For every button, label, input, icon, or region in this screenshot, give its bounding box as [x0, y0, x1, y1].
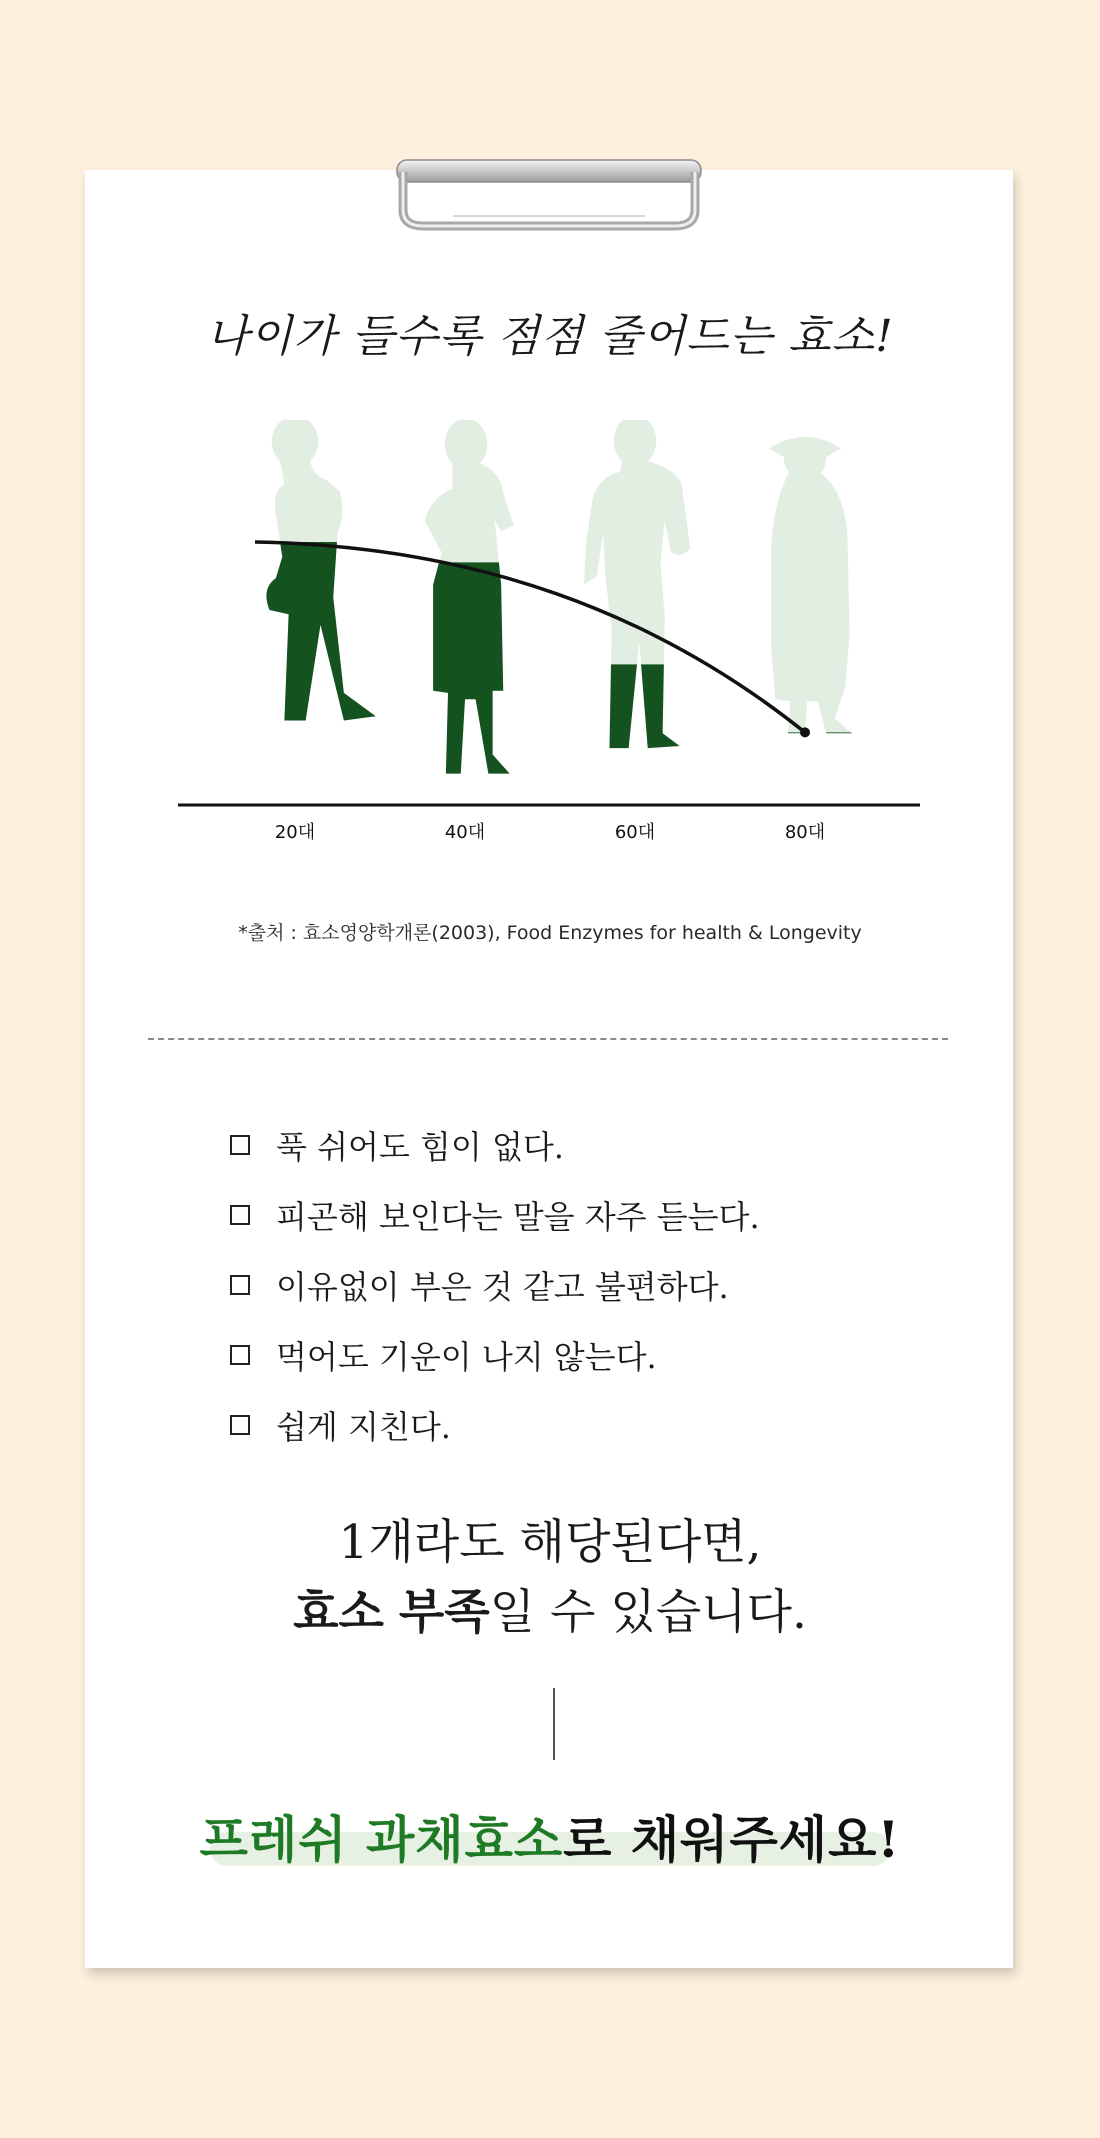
cta [0, 1800, 1100, 1872]
symptom-checklist [230, 1110, 760, 1460]
conclusion-bold-lack: 부족 [398, 1585, 490, 1640]
checklist-item-label: 이유없이 부은 것 같고 불편하다. [276, 1268, 729, 1306]
conclusion-text [0, 1508, 1100, 1648]
figure-silhouette-60대 [584, 420, 690, 748]
checklist-item-label: 푹 쉬어도 힘이 없다. [276, 1128, 564, 1166]
checkbox-icon[interactable] [230, 1345, 250, 1365]
checkbox-icon[interactable] [230, 1415, 250, 1435]
headline: 나이가 들수록 점점 줄어드는 효소! [206, 311, 894, 362]
checklist-item-label: 먹어도 기운이 나지 않는다. [276, 1338, 657, 1376]
checklist-item[interactable] [230, 1110, 760, 1180]
cta-product-name: 프레쉬 과채효소 [199, 1810, 564, 1869]
checkbox-icon[interactable] [230, 1135, 250, 1155]
enzyme-level-fill-80대 [715, 732, 895, 800]
conclusion-bold-enzyme: 효소 [293, 1585, 384, 1640]
conclusion-rest: 일 수 있습니다. [489, 1585, 807, 1640]
enzyme-decline-chart [160, 420, 940, 860]
enzyme-level-fill-60대 [545, 664, 725, 800]
checklist-item[interactable] [230, 1180, 760, 1250]
x-tick-label: 60대 [614, 822, 656, 843]
x-tick-label: 40대 [444, 822, 486, 843]
x-tick-label: 20대 [274, 822, 316, 843]
checklist-item[interactable] [230, 1320, 760, 1390]
x-tick-label: 80대 [784, 822, 826, 843]
conclusion-line-1: 1개라도 해당된다면, [338, 1515, 762, 1570]
enzyme-level-fill-40대 [375, 562, 555, 800]
checkbox-icon[interactable] [230, 1205, 250, 1225]
checklist-item[interactable] [230, 1390, 760, 1460]
checklist-item-label: 쉽게 지친다. [276, 1408, 451, 1446]
checklist-item-label: 피곤해 보인다는 말을 자주 듣는다. [276, 1198, 760, 1236]
dashed-divider [148, 1038, 948, 1040]
vertical-divider [553, 1688, 555, 1760]
checkbox-icon[interactable] [230, 1275, 250, 1295]
enzyme-level-fill-20대 [205, 542, 385, 800]
clipboard-clip-icon [393, 158, 705, 236]
conclusion-line-2 [0, 1578, 1100, 1648]
source-citation: *출처 : 효소영양학개론(2003), Food Enzymes for health & Longevity [238, 922, 862, 944]
figure-silhouette-80대 [769, 437, 852, 733]
curve-end-point [800, 727, 810, 737]
cta-text [200, 1800, 901, 1872]
checklist-item[interactable] [230, 1250, 760, 1320]
cta-action: 로 채워주세요! [563, 1810, 901, 1869]
